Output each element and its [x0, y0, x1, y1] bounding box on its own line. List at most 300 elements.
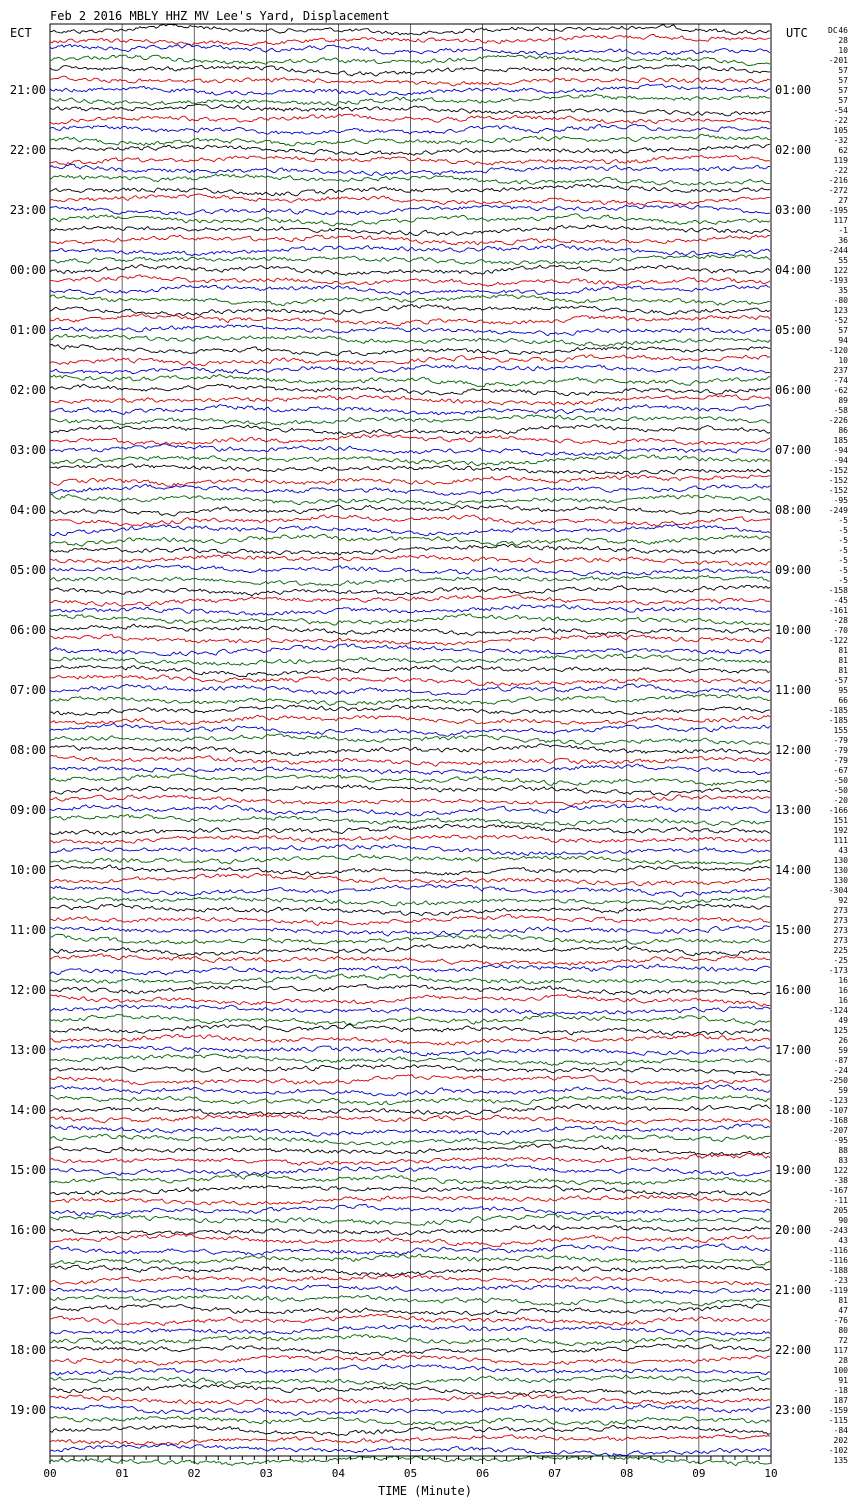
- left-hour-label: 14:00: [9, 1103, 46, 1117]
- dc-offset-label: -107: [828, 1106, 848, 1115]
- seismic-trace: [50, 764, 770, 775]
- seismic-trace: [50, 374, 770, 386]
- seismic-trace: [50, 144, 770, 155]
- seismic-trace: [50, 134, 770, 146]
- seismic-trace: [50, 94, 770, 106]
- dc-offset-label: -67: [833, 766, 848, 775]
- seismic-trace: [50, 1075, 770, 1085]
- seismic-trace: [50, 914, 770, 925]
- seismic-trace: [50, 854, 770, 864]
- dc-offset-label: 225: [833, 946, 848, 955]
- dc-offset-label: 55: [838, 256, 848, 265]
- dc-offset-label: -32: [833, 136, 848, 145]
- right-timezone-label: UTC: [786, 26, 808, 40]
- dc-offset-label: -167: [828, 1186, 848, 1195]
- dc-offset-label: 81: [838, 666, 848, 675]
- seismic-trace: [50, 1335, 770, 1346]
- seismic-trace: [50, 964, 770, 975]
- right-hour-label: 09:00: [775, 563, 812, 577]
- dc-offset-label: -5: [838, 576, 848, 585]
- seismic-trace: [50, 1244, 770, 1255]
- dc-offset-label: 185: [833, 436, 848, 445]
- seismic-trace: [50, 1014, 770, 1025]
- seismic-trace: [50, 455, 770, 466]
- dc-offset-label: -173: [828, 966, 848, 975]
- dc-offset-label: 187: [833, 1396, 848, 1405]
- seismic-trace: [50, 505, 770, 516]
- seismic-trace: [50, 1444, 770, 1457]
- seismic-trace: [50, 1375, 770, 1386]
- dc-offset-label: -304: [828, 886, 848, 895]
- seismic-trace: [50, 1153, 770, 1165]
- seismic-trace: [50, 1314, 770, 1325]
- dc-offset-label: 80: [838, 1326, 848, 1335]
- right-hour-label: 22:00: [775, 1343, 812, 1357]
- right-hour-label: 10:00: [775, 623, 812, 637]
- dc-offset-label: 49: [838, 1016, 848, 1025]
- dc-offset-label: -1: [838, 226, 848, 235]
- right-hour-label: 15:00: [775, 923, 812, 937]
- seismic-trace: [50, 444, 770, 456]
- dc-offset-label: -52: [833, 316, 848, 325]
- dc-offset-label: 28: [838, 36, 848, 45]
- left-hour-label: 13:00: [9, 1043, 46, 1057]
- dc-offset-label: 135: [833, 1456, 848, 1465]
- seismic-trace: [50, 774, 770, 786]
- seismic-trace: [50, 24, 770, 35]
- dc-offset-label: 59: [838, 1086, 848, 1095]
- seismic-trace: [50, 675, 770, 686]
- x-axis: [43, 1456, 777, 1480]
- left-hour-label: 10:00: [9, 863, 46, 877]
- dc-offset-label: -28: [833, 616, 848, 625]
- dc-offset-label: -158: [828, 586, 848, 595]
- seismic-trace: [50, 124, 770, 134]
- seismic-trace: [50, 555, 770, 566]
- dc-offset-label: 43: [838, 846, 848, 855]
- dc-offset-label: -94: [833, 456, 848, 465]
- dc-offset-label: -124: [828, 1006, 848, 1015]
- seismic-trace: [50, 475, 770, 487]
- dc-offset-label: -195: [828, 206, 848, 215]
- dc-offset-label: -5: [838, 566, 848, 575]
- seismic-trace: [50, 84, 770, 95]
- x-tick-label: 04: [331, 1467, 346, 1480]
- dc-offset-label: 125: [833, 1026, 848, 1035]
- dc-offset-label: -84: [833, 1426, 848, 1435]
- dc-offset-label: 27: [838, 196, 848, 205]
- dc-offset-label: 81: [838, 1296, 848, 1305]
- seismic-trace: [50, 395, 770, 405]
- seismic-trace: [50, 705, 770, 715]
- seismic-trace: [50, 156, 770, 166]
- seismic-trace: [50, 654, 770, 665]
- seismic-trace: [50, 435, 770, 445]
- dc-offset-label: -249: [828, 506, 848, 515]
- seismic-trace: [50, 565, 770, 576]
- seismic-trace: [50, 884, 770, 896]
- seismic-trace: [50, 1234, 770, 1247]
- seismic-trace: [50, 405, 770, 415]
- right-hour-label: 21:00: [775, 1283, 812, 1297]
- dc-offset-label: -201: [828, 56, 848, 65]
- dc-offset-label: 202: [833, 1436, 848, 1445]
- dc-offset-label: 155: [833, 726, 848, 735]
- x-tick-label: 09: [692, 1467, 706, 1480]
- seismic-trace: [50, 835, 770, 844]
- seismic-trace: [50, 1144, 770, 1156]
- seismic-trace: [50, 365, 770, 374]
- left-hour-label: 16:00: [9, 1223, 46, 1237]
- seismic-trace: [50, 275, 770, 286]
- seismic-trace: [50, 325, 770, 336]
- dc-offset-label: -74: [833, 376, 848, 385]
- dc-offset-label: -24: [833, 1066, 848, 1075]
- dc-offset-label: 86: [838, 426, 848, 435]
- dc-offset-label: 122: [833, 1166, 848, 1175]
- dc-offset-label: -94: [833, 446, 848, 455]
- seismic-trace: [50, 544, 770, 555]
- right-hour-label: 17:00: [775, 1043, 812, 1057]
- seismic-trace: [50, 1085, 770, 1096]
- seismic-trace: [50, 205, 770, 215]
- dc-offset-label: 117: [833, 216, 848, 225]
- left-hour-label: 15:00: [9, 1163, 46, 1177]
- dc-offset-label: 59: [838, 1046, 848, 1055]
- dc-offset-label: 57: [838, 76, 848, 85]
- dc-offset-label: 273: [833, 906, 848, 915]
- seismic-trace: [50, 1124, 770, 1136]
- seismic-trace: [50, 944, 770, 955]
- seismic-trace: [50, 1054, 770, 1066]
- seismic-trace: [50, 1365, 770, 1376]
- dc-offset-label: 130: [833, 876, 848, 885]
- x-tick-label: 07: [548, 1467, 562, 1480]
- seismic-trace: [50, 815, 770, 826]
- seismic-trace: [50, 1304, 770, 1316]
- dc-offset-label: 16: [838, 976, 848, 985]
- dc-offset-label: 94: [838, 336, 848, 345]
- left-hour-label: 08:00: [9, 743, 46, 757]
- dc-offset-label: 89: [838, 396, 848, 405]
- dc-offset-label: -62: [833, 386, 848, 395]
- seismic-trace: [50, 926, 770, 936]
- dc-offset-label: -120: [828, 346, 848, 355]
- x-tick-label: 08: [620, 1467, 634, 1480]
- left-hour-label: 21:00: [9, 83, 46, 97]
- dc-offset-label: -50: [833, 776, 848, 785]
- seismic-trace: [50, 1355, 770, 1365]
- seismic-trace: [50, 684, 770, 696]
- left-hour-label: 07:00: [9, 683, 46, 697]
- seismic-trace: [50, 294, 770, 305]
- seismic-trace: [50, 934, 770, 944]
- seismic-trace: [50, 235, 770, 245]
- dc-offset-label: 90: [838, 1216, 848, 1225]
- dc-offset-label: 81: [838, 646, 848, 655]
- seismic-trace: [50, 1435, 770, 1445]
- dc-offset-label: -152: [828, 486, 848, 495]
- seismic-trace: [50, 34, 770, 45]
- dc-offset-label: -5: [838, 516, 848, 525]
- dc-offset-label: 205: [833, 1206, 848, 1215]
- seismic-trace: [50, 1425, 770, 1435]
- seismic-trace: [50, 795, 770, 806]
- right-hour-label: 19:00: [775, 1163, 812, 1177]
- dc-offset-label: 57: [838, 326, 848, 335]
- dc-offset-label: 111: [833, 836, 848, 845]
- seismic-trace: [50, 494, 770, 505]
- dc-offset-label: -250: [828, 1076, 848, 1085]
- dc-offset-label: -25: [833, 956, 848, 965]
- seismic-trace: [50, 734, 770, 744]
- dc-offset-label: -22: [833, 116, 848, 125]
- dc-offset-label: 119: [833, 156, 848, 165]
- seismic-trace: [50, 1214, 770, 1225]
- dc-offset-label: -166: [828, 806, 848, 815]
- seismic-trace: [50, 1265, 770, 1276]
- seismic-trace: [50, 724, 770, 737]
- dc-offset-label: 95: [838, 686, 848, 695]
- left-hour-label: 23:00: [9, 203, 46, 217]
- left-hour-label: 09:00: [9, 803, 46, 817]
- dc-offset-label: 92: [838, 896, 848, 905]
- dc-offset-label: -50: [833, 786, 848, 795]
- right-hour-label: 02:00: [775, 143, 812, 157]
- seismic-trace: [50, 1285, 770, 1294]
- seismic-trace: [50, 715, 770, 724]
- dc-offset-label: -95: [833, 1136, 848, 1145]
- right-hour-label: 13:00: [775, 803, 812, 817]
- x-tick-label: 01: [115, 1467, 129, 1480]
- seismic-trace: [50, 845, 770, 856]
- dc-offset-label: -58: [833, 406, 848, 415]
- right-hour-label: 05:00: [775, 323, 812, 337]
- dc-offset-label: -5: [838, 546, 848, 555]
- dc-offset-label: -152: [828, 476, 848, 485]
- left-hour-label: 03:00: [9, 443, 46, 457]
- left-hour-label: 00:00: [9, 263, 46, 277]
- dc-offset-label: -5: [838, 526, 848, 535]
- dc-offset-label: -76: [833, 1316, 848, 1325]
- dc-offset-label: 57: [838, 66, 848, 75]
- dc-offset-label: -5: [838, 536, 848, 545]
- seismic-trace: [50, 1065, 770, 1076]
- dc-offset-label: 88: [838, 1146, 848, 1155]
- seismic-trace: [50, 355, 770, 366]
- seismic-trace: [50, 255, 770, 265]
- seismic-trace: [50, 1186, 770, 1196]
- seismic-trace: [50, 1044, 770, 1056]
- dc-offset-label: -18: [833, 1386, 848, 1395]
- dc-offset-label: -38: [833, 1176, 848, 1185]
- x-tick-label: 06: [475, 1467, 490, 1480]
- dc-offset-label: 66: [838, 696, 848, 705]
- dc-offset-label: -54: [833, 106, 848, 115]
- seismic-trace: [50, 464, 770, 475]
- seismic-trace: [50, 804, 770, 816]
- right-hour-label: 23:00: [775, 1403, 812, 1417]
- dc-offset-label: -79: [833, 746, 848, 755]
- seismic-trace: [50, 624, 770, 635]
- dc-offset-label: -244: [828, 246, 848, 255]
- dc-offset-label: -79: [833, 736, 848, 745]
- left-hour-label: 06:00: [9, 623, 46, 637]
- dc-offset-label: -193: [828, 276, 848, 285]
- seismic-trace: [50, 1274, 770, 1285]
- dc-offset-label: 28: [838, 1356, 848, 1365]
- seismic-trace: [50, 214, 770, 226]
- seismic-trace: [50, 65, 770, 76]
- dc-offset-label: -243: [828, 1226, 848, 1235]
- right-hour-label: 06:00: [775, 383, 812, 397]
- seismic-trace: [50, 755, 770, 766]
- seismic-trace: [50, 164, 770, 175]
- seismic-trace: [50, 1225, 770, 1235]
- seismic-trace: [50, 644, 770, 656]
- dc-offset-label: 36: [838, 236, 848, 245]
- dc-offset-label: -188: [828, 1266, 848, 1275]
- seismic-trace: [50, 1164, 770, 1176]
- right-hour-label: 18:00: [775, 1103, 812, 1117]
- seismic-trace: [50, 1384, 770, 1395]
- dc-offset-label: 35: [838, 286, 848, 295]
- seismic-trace: [50, 1174, 770, 1185]
- dc-offset-labels: [829, 26, 848, 1465]
- seismic-trace: [50, 194, 770, 205]
- right-hour-labels: [775, 83, 811, 1417]
- seismic-trace: [50, 1024, 770, 1035]
- dc-offset-label: 10: [838, 356, 848, 365]
- seismic-trace: [50, 225, 770, 236]
- seismic-trace: [50, 534, 770, 546]
- dc-offset-label: 130: [833, 856, 848, 865]
- seismic-trace: [50, 314, 770, 326]
- right-hour-label: 20:00: [775, 1223, 812, 1237]
- seismic-trace: [50, 954, 770, 966]
- dc-offset-label: 57: [838, 96, 848, 105]
- seismic-trace: [50, 744, 770, 756]
- seismic-trace: [50, 666, 770, 677]
- left-hour-label: 02:00: [9, 383, 46, 397]
- dc-offset-label: -87: [833, 1056, 848, 1065]
- dc-offset-label: 100: [833, 1366, 848, 1375]
- chart-title: Feb 2 2016 MBLY HHZ MV Lee's Yard, Displacement: [50, 9, 390, 23]
- dc-offset-label: 273: [833, 916, 848, 925]
- dc-offset-label: -122: [828, 636, 848, 645]
- left-hour-label: 19:00: [9, 1403, 46, 1417]
- seismic-trace: [50, 334, 770, 346]
- seismic-trace: [50, 524, 770, 536]
- dc-offset-label: -185: [828, 716, 848, 725]
- dc-offset-header: DC: [828, 26, 838, 35]
- seismic-trace: [50, 104, 770, 116]
- seismic-trace: [50, 285, 770, 295]
- dc-offset-label: -22: [833, 166, 848, 175]
- dc-offset-label: 151: [833, 816, 848, 825]
- seismic-trace: [50, 384, 770, 395]
- x-tick-label: 02: [187, 1467, 201, 1480]
- seismic-trace: [50, 785, 770, 796]
- seismic-trace: [50, 896, 770, 906]
- dc-offset-label: 47: [838, 1306, 848, 1315]
- right-hour-label: 14:00: [775, 863, 812, 877]
- dc-offset-label: -79: [833, 756, 848, 765]
- left-timezone-label: ECT: [10, 26, 32, 40]
- dc-offset-label: -119: [828, 1286, 848, 1295]
- right-hour-label: 08:00: [775, 503, 812, 517]
- seismic-trace: [50, 1416, 770, 1425]
- seismic-traces: [50, 24, 770, 1465]
- x-tick-label: 05: [403, 1467, 418, 1480]
- dc-offset-label: -152: [828, 466, 848, 475]
- right-hour-label: 11:00: [775, 683, 812, 697]
- right-hour-label: 03:00: [775, 203, 812, 217]
- dc-offset-label: 117: [833, 1346, 848, 1355]
- seismic-trace: [50, 1195, 770, 1205]
- dc-offset-label: -11: [833, 1196, 848, 1205]
- seismic-trace: [50, 1005, 770, 1015]
- dc-offset-label: -168: [828, 1116, 848, 1125]
- seismic-trace: [50, 984, 770, 994]
- left-hour-label: 17:00: [9, 1283, 46, 1297]
- dc-offset-label: 237: [833, 366, 848, 375]
- seismic-trace: [50, 865, 770, 875]
- seismic-trace: [50, 484, 770, 495]
- seismic-trace: [50, 174, 770, 185]
- left-hour-label: 04:00: [9, 503, 46, 517]
- seismic-trace: [50, 425, 770, 435]
- dc-offset-label: -226: [828, 416, 848, 425]
- seismic-trace: [50, 1095, 770, 1104]
- left-hour-label: 12:00: [9, 983, 46, 997]
- seismic-trace: [50, 415, 770, 425]
- seismic-trace: [50, 515, 770, 526]
- dc-offset-label: -272: [828, 186, 848, 195]
- seismic-trace: [50, 873, 770, 885]
- dc-offset-label: 62: [838, 146, 848, 155]
- dc-offset-label: 57: [838, 86, 848, 95]
- dc-offset-label: 91: [838, 1376, 848, 1385]
- dc-offset-label: 273: [833, 936, 848, 945]
- left-hour-labels: [10, 83, 46, 1417]
- dc-offset-label: 273: [833, 926, 848, 935]
- x-tick-label: 10: [764, 1467, 778, 1480]
- seismic-trace: [50, 974, 770, 984]
- right-hour-label: 16:00: [775, 983, 812, 997]
- dc-offset-label: 192: [833, 826, 848, 835]
- seismic-trace: [50, 904, 770, 916]
- left-hour-label: 22:00: [9, 143, 46, 157]
- dc-offset-label: -161: [828, 606, 848, 615]
- dc-offset-label: -116: [828, 1246, 848, 1255]
- right-hour-label: 12:00: [775, 743, 812, 757]
- dc-offset-label: -207: [828, 1126, 848, 1135]
- dc-offset-label: -116: [828, 1256, 848, 1265]
- seismic-trace: [50, 344, 770, 355]
- right-hour-label: 07:00: [775, 443, 812, 457]
- seismic-trace: [50, 1114, 770, 1124]
- dc-offset-label: -123: [828, 1096, 848, 1105]
- seismic-trace: [50, 184, 770, 196]
- seismic-trace: [50, 265, 770, 276]
- seismic-trace: [50, 44, 770, 55]
- dc-offset-label: 72: [838, 1336, 848, 1345]
- seismic-trace: [50, 1295, 770, 1306]
- seismic-trace: [50, 595, 770, 607]
- dc-offset-label: -216: [828, 176, 848, 185]
- left-hour-label: 18:00: [9, 1343, 46, 1357]
